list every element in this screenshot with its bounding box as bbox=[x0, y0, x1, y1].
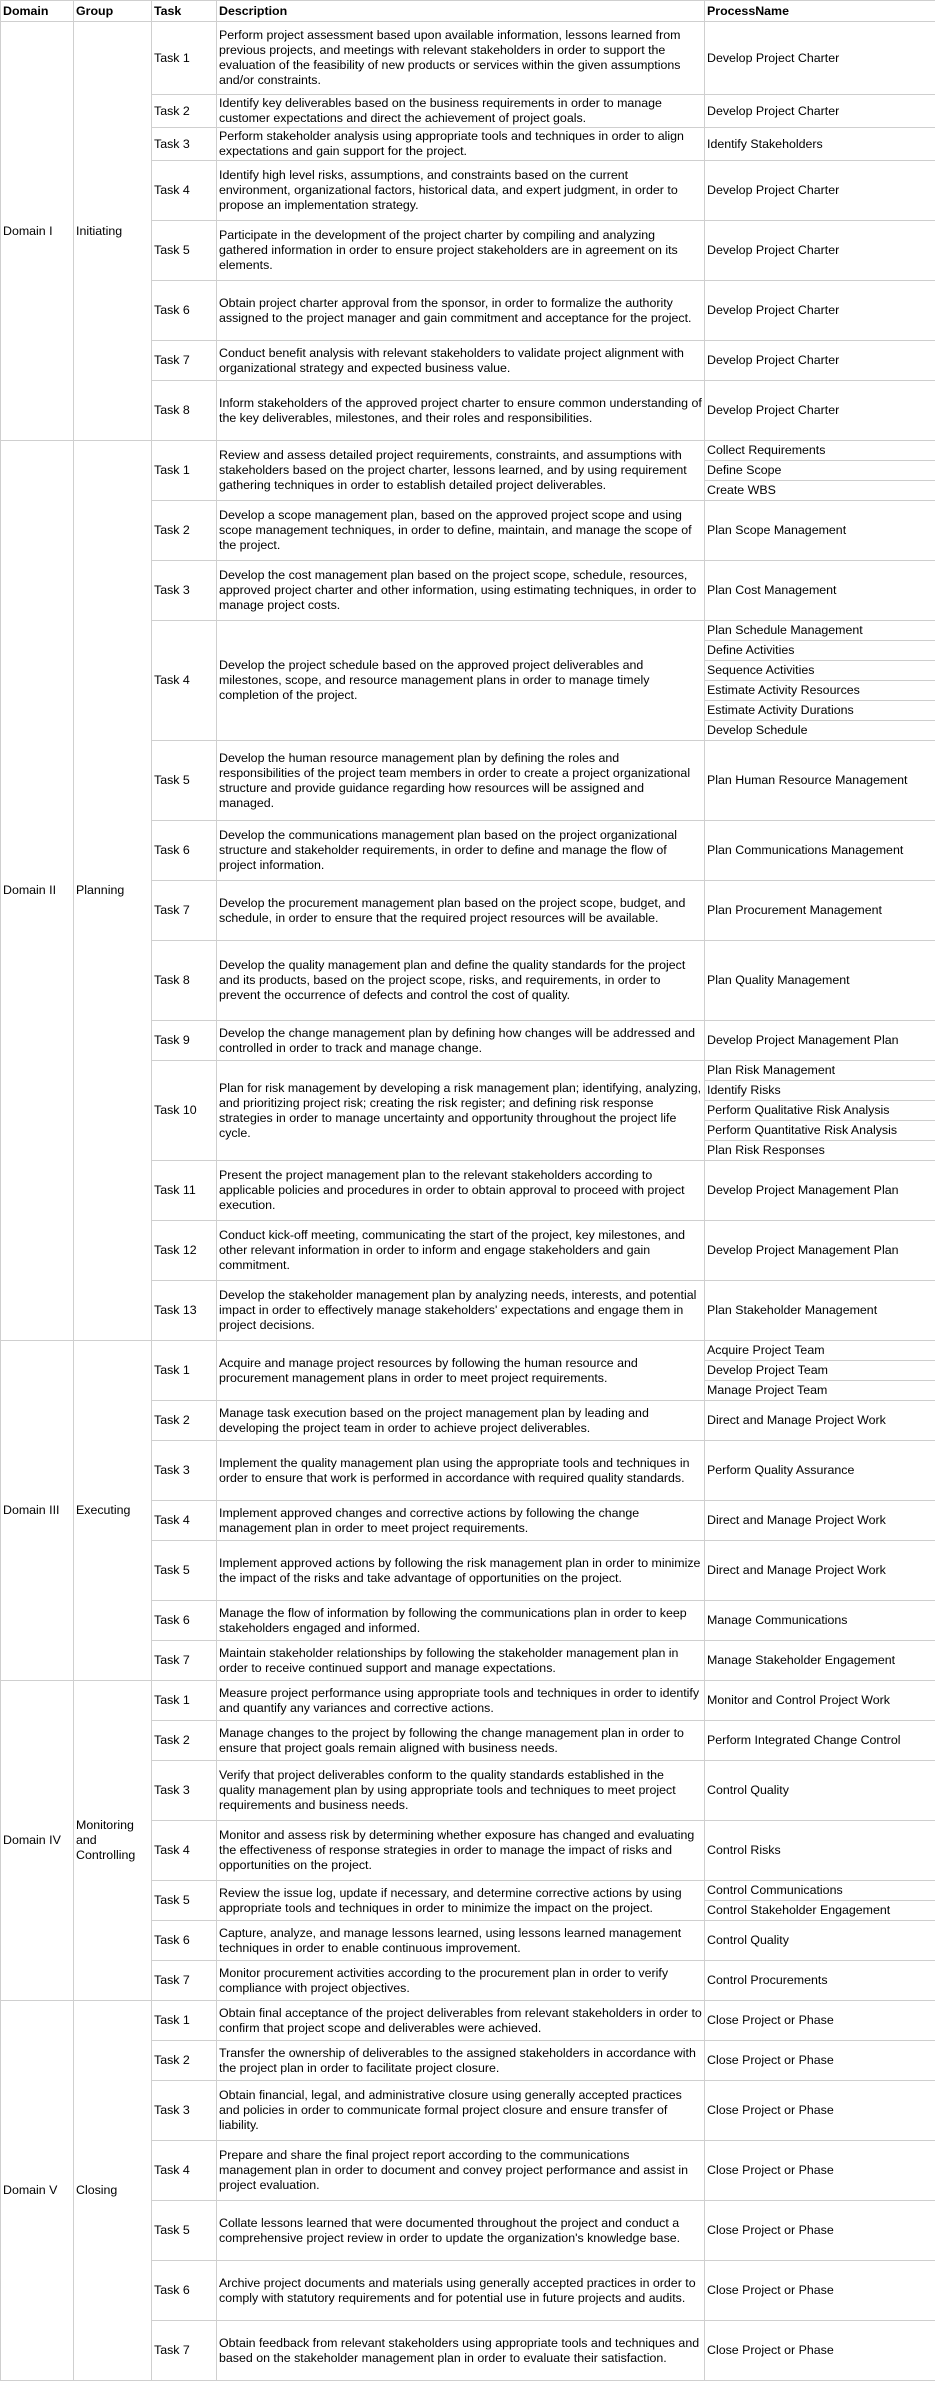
table-row bbox=[1, 2001, 935, 2041]
process-list bbox=[705, 621, 935, 740]
process-list bbox=[705, 441, 935, 500]
description-cell: Transfer the ownership of deliverables to the assigned stakeholders in accordance with the project plan in order to facilitate project closure. bbox=[217, 2041, 705, 2081]
description-cell: Develop the cost management plan based on the project scope, schedule, resources, approved project charter and other information, using estimating techniques, in order to manage project costs. bbox=[217, 561, 705, 621]
process-name-cell: Direct and Manage Project Work bbox=[705, 1541, 935, 1601]
description-cell: Participate in the development of the project charter by compiling and analyzing gathered information in order to ensure project stakeholders are in agreement on its elements. bbox=[217, 221, 705, 281]
process-name-cell: Monitor and Control Project Work bbox=[705, 1681, 935, 1721]
process-name-item: Sequence Activities bbox=[705, 660, 935, 680]
description-cell: Develop the quality management plan and define the quality standards for the project and its products, based on the project scope, risks, and requirements, in order to prevent the occurrence of defects and control the cost of quality. bbox=[217, 941, 705, 1021]
description-cell: Implement approved actions by following the risk management plan in order to minimize the impact of the risks and take advantage of opportunities on the project. bbox=[217, 1541, 705, 1601]
task-cell: Task 1 bbox=[152, 441, 217, 501]
process-name-cell: Develop Project Charter bbox=[705, 341, 935, 381]
table-row bbox=[1, 1681, 935, 1721]
description-cell: Manage task execution based on the project management plan by leading and developing the project team in order to achieve project deliverables. bbox=[217, 1401, 705, 1441]
process-name-item: Develop Schedule bbox=[705, 720, 935, 740]
process-name-cell: Control Risks bbox=[705, 1821, 935, 1881]
process-name-item: Plan Risk Responses bbox=[705, 1140, 935, 1160]
process-name-item: Control Communications bbox=[707, 1883, 843, 1897]
task-cell: Task 13 bbox=[152, 1281, 217, 1341]
task-cell: Task 7 bbox=[152, 881, 217, 941]
process-list bbox=[705, 1061, 935, 1160]
process-name-cell: Control Procurements bbox=[705, 1961, 935, 2001]
task-cell: Task 5 bbox=[152, 1881, 217, 1921]
process-name-item: Estimate Activity Resources bbox=[705, 680, 935, 700]
process-name-cell: Close Project or Phase bbox=[705, 2001, 935, 2041]
header-description: Description bbox=[217, 1, 705, 22]
description-cell: Acquire and manage project resources by following the human resource and procurement management plans in order to meet project requirements. bbox=[217, 1341, 705, 1401]
process-name-cell: Develop Project Charter bbox=[705, 95, 935, 128]
header-task: Task bbox=[152, 1, 217, 22]
description-cell: Archive project documents and materials using generally accepted practices in order to comply with statutory requirements and for potential use in future projects and audits. bbox=[217, 2261, 705, 2321]
process-name-item: Plan Schedule Management bbox=[707, 623, 863, 637]
description-cell: Conduct kick-off meeting, communicating the start of the project, key milestones, and other relevant information in order to inform and engage stakeholders and gain commitment. bbox=[217, 1221, 705, 1281]
process-name-cell bbox=[705, 441, 935, 501]
process-name-cell bbox=[705, 1881, 935, 1921]
header-group: Group bbox=[74, 1, 152, 22]
task-cell: Task 1 bbox=[152, 22, 217, 95]
task-cell: Task 7 bbox=[152, 2321, 217, 2381]
process-name-cell: Plan Quality Management bbox=[705, 941, 935, 1021]
process-name-item: Identify Risks bbox=[705, 1080, 935, 1100]
description-cell: Review the issue log, update if necessary, and determine corrective actions by using appropriate tools and techniques in order to minimize the impact on the project. bbox=[217, 1881, 705, 1921]
process-name-cell bbox=[705, 1061, 935, 1161]
description-cell: Verify that project deliverables conform to the quality standards established in the quality management plan by using appropriate tools and techniques to meet project requirements and business needs. bbox=[217, 1761, 705, 1821]
description-cell: Plan for risk management by developing a risk management plan; identifying, analyzing, and prioritizing project risk; creating the risk register; and defining risk response strategies in order to manage uncertainty and opportunity throughout the project life cycle. bbox=[217, 1061, 705, 1161]
process-name-cell: Close Project or Phase bbox=[705, 2041, 935, 2081]
task-cell: Task 2 bbox=[152, 95, 217, 128]
description-cell: Implement the quality management plan using the appropriate tools and techniques in order to ensure that work is performed in accordance with required quality standards. bbox=[217, 1441, 705, 1501]
description-cell: Inform stakeholders of the approved project charter to ensure common understanding of the key deliverables, milestones, and their roles and responsibilities. bbox=[217, 381, 705, 441]
task-cell: Task 8 bbox=[152, 381, 217, 441]
description-cell: Develop the human resource management plan by defining the roles and responsibilities of the project team members in order to create a project organizational structure and provide guidance regarding how resources will be assigned and managed. bbox=[217, 741, 705, 821]
task-cell: Task 2 bbox=[152, 2041, 217, 2081]
description-cell: Collate lessons learned that were documented throughout the project and conduct a comprehensive project review in order to update the organization's knowledge base. bbox=[217, 2201, 705, 2261]
description-cell: Develop the communications management plan based on the project organizational structure and stakeholder requirements, in order to define and manage the flow of project information. bbox=[217, 821, 705, 881]
task-cell: Task 2 bbox=[152, 1721, 217, 1761]
group-cell: Planning bbox=[74, 441, 152, 1341]
process-name-item: Define Scope bbox=[705, 460, 935, 480]
task-cell: Task 3 bbox=[152, 561, 217, 621]
description-cell: Identify high level risks, assumptions, and constraints based on the current environment, organizational factors, historical data, and expert judgment, in order to propose an implementation strategy. bbox=[217, 161, 705, 221]
process-name-cell: Develop Project Charter bbox=[705, 221, 935, 281]
description-cell: Obtain financial, legal, and administrative closure using generally accepted practices and policies in order to communicate formal project closure and ensure transfer of liability. bbox=[217, 2081, 705, 2141]
table-body bbox=[1, 22, 935, 2381]
process-name-cell: Perform Integrated Change Control bbox=[705, 1721, 935, 1761]
task-cell: Task 3 bbox=[152, 1441, 217, 1501]
domain-cell: Domain II bbox=[1, 441, 74, 1341]
process-name-cell: Develop Project Charter bbox=[705, 161, 935, 221]
task-cell: Task 6 bbox=[152, 821, 217, 881]
description-cell: Obtain final acceptance of the project deliverables from relevant stakeholders in order to confirm that project scope and deliverables were achieved. bbox=[217, 2001, 705, 2041]
process-name-item: Acquire Project Team bbox=[707, 1343, 825, 1357]
process-name-cell: Close Project or Phase bbox=[705, 2141, 935, 2201]
group-cell: Monitoring and Controlling bbox=[74, 1681, 152, 2001]
domain-cell: Domain V bbox=[1, 2001, 74, 2381]
description-cell: Perform project assessment based upon available information, lessons learned from previous projects, and meetings with relevant stakeholders in order to support the evaluation of the feasibility of new products or services within the given assumptions and/or constraints. bbox=[217, 22, 705, 95]
description-cell: Develop the procurement management plan based on the project scope, budget, and schedule, in order to ensure that the required project resources will be available. bbox=[217, 881, 705, 941]
description-cell: Implement approved changes and corrective actions by following the change management plan in order to meet project requirements. bbox=[217, 1501, 705, 1541]
group-cell: Executing bbox=[74, 1341, 152, 1681]
process-name-item: Control Stakeholder Engagement bbox=[705, 1900, 935, 1920]
description-cell: Develop the project schedule based on the approved project deliverables and milestones, scope, and resource management plans in order to manage timely completion of the project. bbox=[217, 621, 705, 741]
task-cell: Task 5 bbox=[152, 2201, 217, 2261]
process-name-cell: Close Project or Phase bbox=[705, 2261, 935, 2321]
table-row bbox=[1, 22, 935, 95]
description-cell: Capture, analyze, and manage lessons learned, using lessons learned management techniques in order to enable continuous improvement. bbox=[217, 1921, 705, 1961]
description-cell: Manage changes to the project by following the change management plan in order to ensure that project goals remain aligned with business needs. bbox=[217, 1721, 705, 1761]
domain-cell: Domain III bbox=[1, 1341, 74, 1681]
process-name-cell: Develop Project Management Plan bbox=[705, 1161, 935, 1221]
group-cell: Closing bbox=[74, 2001, 152, 2381]
process-name-cell: Close Project or Phase bbox=[705, 2201, 935, 2261]
task-cell: Task 6 bbox=[152, 281, 217, 341]
description-cell: Conduct benefit analysis with relevant stakeholders to validate project alignment with organizational strategy and expected business value. bbox=[217, 341, 705, 381]
task-cell: Task 8 bbox=[152, 941, 217, 1021]
task-cell: Task 9 bbox=[152, 1021, 217, 1061]
description-cell: Develop the change management plan by defining how changes will be addressed and controlled in order to track and manage change. bbox=[217, 1021, 705, 1061]
task-cell: Task 11 bbox=[152, 1161, 217, 1221]
task-cell: Task 4 bbox=[152, 621, 217, 741]
task-cell: Task 4 bbox=[152, 2141, 217, 2201]
task-cell: Task 3 bbox=[152, 128, 217, 161]
process-name-item: Plan Risk Management bbox=[707, 1063, 836, 1077]
process-name-cell: Control Quality bbox=[705, 1921, 935, 1961]
process-name-item: Estimate Activity Durations bbox=[705, 700, 935, 720]
task-cell: Task 4 bbox=[152, 161, 217, 221]
process-name-item: Define Activities bbox=[705, 640, 935, 660]
process-name-cell: Manage Stakeholder Engagement bbox=[705, 1641, 935, 1681]
task-cell: Task 6 bbox=[152, 2261, 217, 2321]
description-cell: Review and assess detailed project requirements, constraints, and assumptions with stakeholders based on the project charter, lessons learned, and by using requirement gathering techniques in order to establish detailed project deliverables. bbox=[217, 441, 705, 501]
description-cell: Prepare and share the final project report according to the communications management plan in order to document and convey project performance and assist in project evaluation. bbox=[217, 2141, 705, 2201]
process-name-cell: Manage Communications bbox=[705, 1601, 935, 1641]
description-cell: Measure project performance using appropriate tools and techniques in order to identify and quantify any variances and corrective actions. bbox=[217, 1681, 705, 1721]
process-name-cell: Direct and Manage Project Work bbox=[705, 1501, 935, 1541]
process-name-item: Collect Requirements bbox=[707, 443, 826, 457]
task-cell: Task 2 bbox=[152, 501, 217, 561]
process-name-cell bbox=[705, 1341, 935, 1401]
process-name-cell: Close Project or Phase bbox=[705, 2321, 935, 2381]
task-cell: Task 6 bbox=[152, 1601, 217, 1641]
task-cell: Task 4 bbox=[152, 1501, 217, 1541]
description-cell: Present the project management plan to the relevant stakeholders according to applicable policies and procedures in order to obtain approval to proceed with project execution. bbox=[217, 1161, 705, 1221]
task-cell: Task 12 bbox=[152, 1221, 217, 1281]
description-cell: Develop a scope management plan, based on the approved project scope and using scope management techniques, in order to define, maintain, and manage the scope of the project. bbox=[217, 501, 705, 561]
process-name-item: Perform Quantitative Risk Analysis bbox=[705, 1120, 935, 1140]
table-row bbox=[1, 441, 935, 501]
description-cell: Develop the stakeholder management plan by analyzing needs, interests, and potential impact in order to effectively manage stakeholders' expectations and engage them in project decisions. bbox=[217, 1281, 705, 1341]
process-name-cell: Direct and Manage Project Work bbox=[705, 1401, 935, 1441]
process-name-cell: Plan Stakeholder Management bbox=[705, 1281, 935, 1341]
task-cell: Task 1 bbox=[152, 2001, 217, 2041]
task-cell: Task 7 bbox=[152, 1961, 217, 2001]
table-row bbox=[1, 1341, 935, 1401]
process-name-item: Manage Project Team bbox=[705, 1380, 935, 1400]
task-cell: Task 1 bbox=[152, 1681, 217, 1721]
task-cell: Task 1 bbox=[152, 1341, 217, 1401]
description-cell: Monitor and assess risk by determining whether exposure has changed and evaluating the effectiveness of response strategies in order to manage the impact of risks and opportunities on the project. bbox=[217, 1821, 705, 1881]
process-list bbox=[705, 1341, 935, 1400]
process-name-cell: Plan Scope Management bbox=[705, 501, 935, 561]
domain-cell: Domain IV bbox=[1, 1681, 74, 2001]
domain-cell: Domain I bbox=[1, 22, 74, 441]
process-name-cell: Control Quality bbox=[705, 1761, 935, 1821]
description-cell: Manage the flow of information by following the communications plan in order to keep stakeholders engaged and informed. bbox=[217, 1601, 705, 1641]
process-list bbox=[705, 1881, 935, 1920]
description-cell: Identify key deliverables based on the business requirements in order to manage customer expectations and direct the achievement of project goals. bbox=[217, 95, 705, 128]
description-cell: Obtain project charter approval from the sponsor, in order to formalize the authority assigned to the project manager and gain commitment and acceptance for the project. bbox=[217, 281, 705, 341]
header-row bbox=[1, 1, 935, 22]
process-name-cell: Plan Procurement Management bbox=[705, 881, 935, 941]
process-name-cell: Perform Quality Assurance bbox=[705, 1441, 935, 1501]
header-process-name: ProcessName bbox=[705, 1, 935, 22]
process-name-cell: Develop Project Charter bbox=[705, 281, 935, 341]
process-name-item: Perform Qualitative Risk Analysis bbox=[705, 1100, 935, 1120]
process-name-cell: Develop Project Charter bbox=[705, 22, 935, 95]
task-cell: Task 7 bbox=[152, 1641, 217, 1681]
process-name-cell: Develop Project Charter bbox=[705, 381, 935, 441]
process-name-cell: Plan Cost Management bbox=[705, 561, 935, 621]
task-cell: Task 10 bbox=[152, 1061, 217, 1161]
task-cell: Task 2 bbox=[152, 1401, 217, 1441]
task-cell: Task 3 bbox=[152, 2081, 217, 2141]
task-cell: Task 5 bbox=[152, 1541, 217, 1601]
description-cell: Perform stakeholder analysis using appropriate tools and techniques in order to align expectations and gain support for the project. bbox=[217, 128, 705, 161]
process-name-cell bbox=[705, 621, 935, 741]
task-cell: Task 6 bbox=[152, 1921, 217, 1961]
task-cell: Task 5 bbox=[152, 741, 217, 821]
process-name-cell: Close Project or Phase bbox=[705, 2081, 935, 2141]
description-cell: Obtain feedback from relevant stakeholders using appropriate tools and techniques and based on the stakeholder management plan in order to evaluate their satisfaction. bbox=[217, 2321, 705, 2381]
task-cell: Task 3 bbox=[152, 1761, 217, 1821]
task-cell: Task 4 bbox=[152, 1821, 217, 1881]
process-name-cell: Plan Human Resource Management bbox=[705, 741, 935, 821]
process-name-cell: Develop Project Management Plan bbox=[705, 1021, 935, 1061]
process-name-cell: Develop Project Management Plan bbox=[705, 1221, 935, 1281]
description-cell: Monitor procurement activities according to the procurement plan in order to verify compliance with project objectives. bbox=[217, 1961, 705, 2001]
process-name-cell: Identify Stakeholders bbox=[705, 128, 935, 161]
process-name-cell: Plan Communications Management bbox=[705, 821, 935, 881]
header-domain: Domain bbox=[1, 1, 74, 22]
description-cell: Maintain stakeholder relationships by following the stakeholder management plan in order to receive continued support and manage expectations. bbox=[217, 1641, 705, 1681]
task-cell: Task 5 bbox=[152, 221, 217, 281]
task-cell: Task 7 bbox=[152, 341, 217, 381]
group-cell: Initiating bbox=[74, 22, 152, 441]
process-name-item: Develop Project Team bbox=[705, 1360, 935, 1380]
process-name-item: Create WBS bbox=[705, 480, 935, 500]
